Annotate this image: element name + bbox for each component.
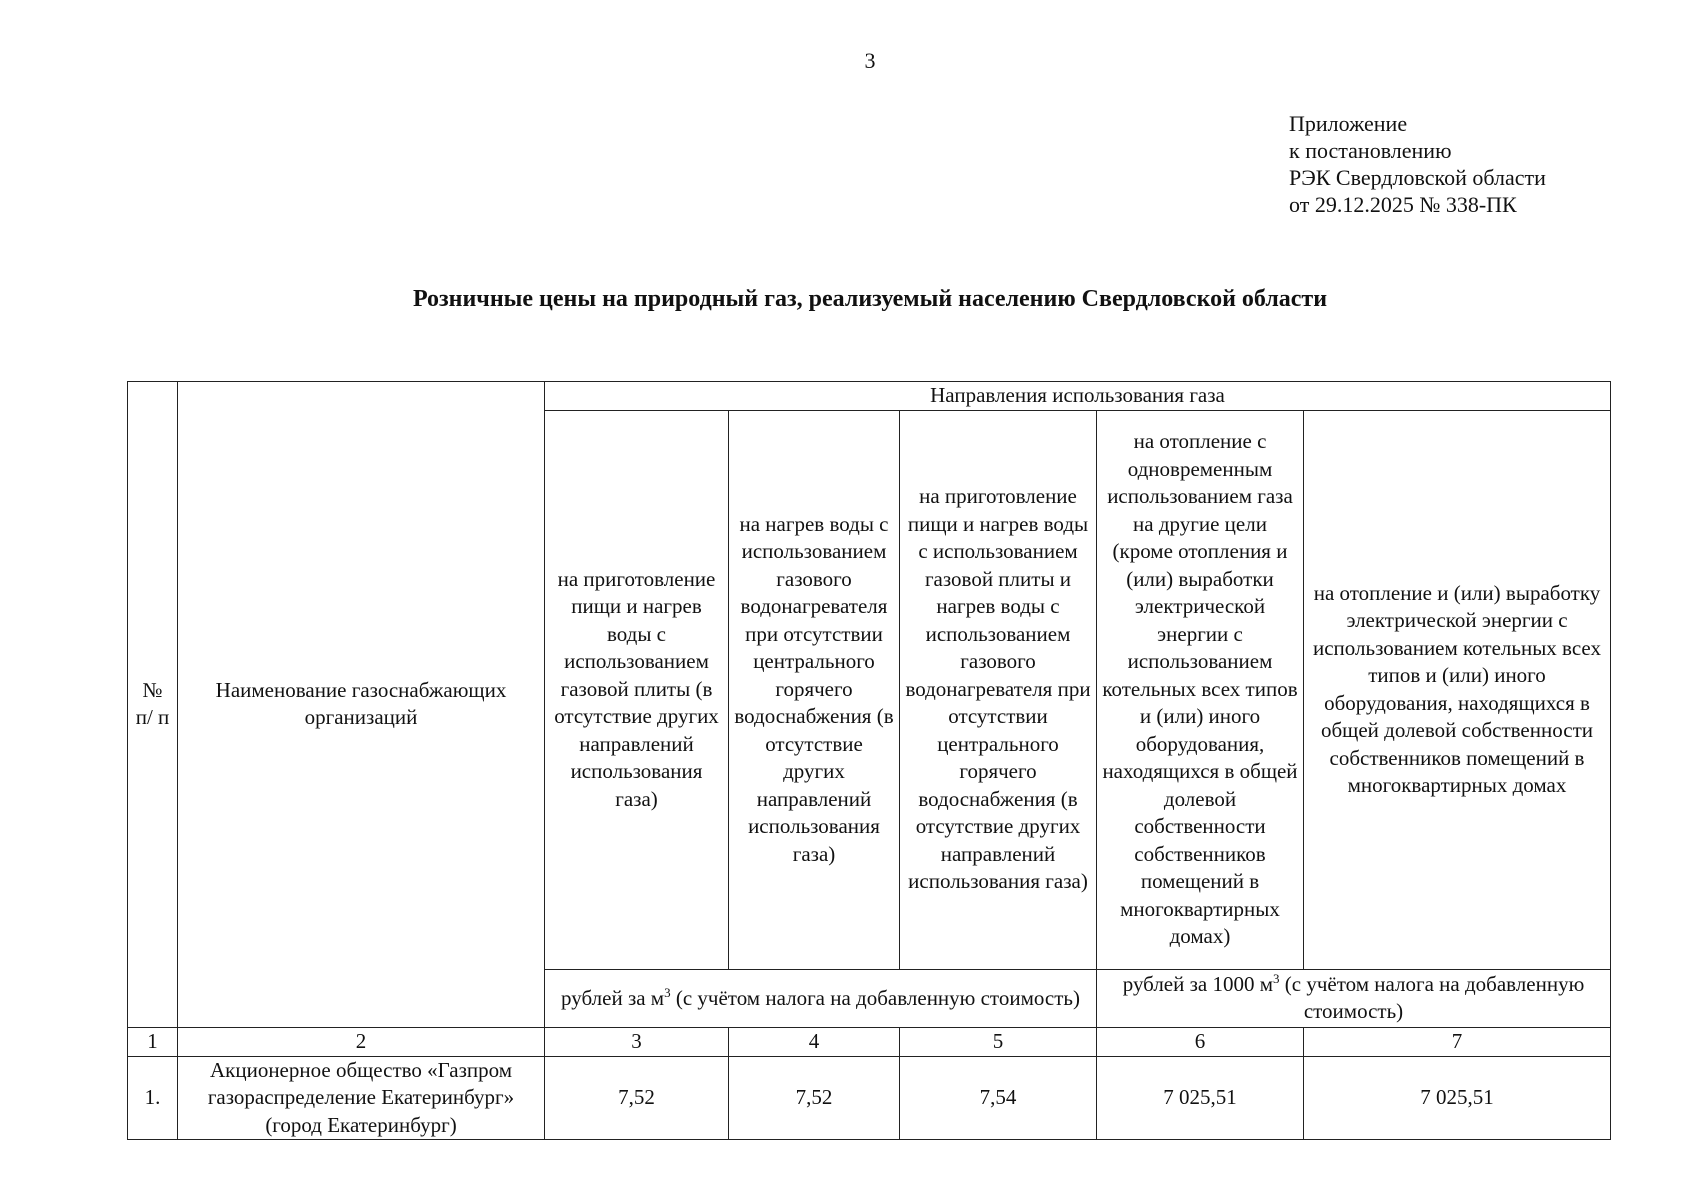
column-header-direction-water-heater: на нагрев воды с использованием газового водонагревателя при отсутствии центрального горячего водоснабжения (в отсутствие других направлений использования газа) (729, 410, 900, 969)
column-number: 6 (1097, 1027, 1304, 1056)
column-header-direction-cooking: на приготовление пищи и нагрев воды с использованием газовой плиты (в отсутствие других направлений использования газа) (545, 410, 729, 969)
appendix-line: к постановлению (1289, 138, 1452, 163)
column-header-direction-cooking-and-water-heater: на приготовление пищи и нагрев воды с использованием газовой плиты и нагрев воды с использованием газового водонагревателя при отсутствии центрального горячего водоснабжения (в отсутствие других направлений использования газа) (900, 410, 1097, 969)
column-number: 1 (128, 1027, 178, 1056)
column-number: 3 (545, 1027, 729, 1056)
price-value: 7 025,51 (1304, 1056, 1611, 1140)
unit-header-per-m3 (545, 969, 1097, 1027)
unit-text: рублей за м (561, 985, 665, 1010)
column-number: 7 (1304, 1027, 1611, 1056)
column-header-number: № п/ п (128, 382, 178, 1028)
price-value: 7 025,51 (1097, 1056, 1304, 1140)
price-value: 7,52 (729, 1056, 900, 1140)
column-header-organization: Наименование газоснабжающих организаций (178, 382, 545, 1028)
row-number: 1. (128, 1056, 178, 1140)
unit-text: рублей за 1000 м (1122, 972, 1274, 996)
retail-gas-prices-table (127, 381, 1611, 1140)
unit-header-per-1000-m3 (1097, 969, 1611, 1027)
column-header-direction-heating-boilers: на отопление и (или) выработку электрической энергии с использованием котельных всех типов и (или) иного оборудования, находящихся в общей долевой собственности собственников помещений в многоквартирных домах (1304, 410, 1611, 969)
appendix-line: РЭК Свердловской области (1289, 165, 1546, 190)
price-value: 7,54 (900, 1056, 1097, 1140)
unit-superscript: 3 (1273, 971, 1280, 986)
unit-superscript: 3 (664, 984, 671, 1000)
table-row (128, 1056, 1611, 1140)
organization-name: Акционерное общество «Газпром газораспределение Екатеринбург» (город Екатеринбург) (178, 1056, 545, 1140)
price-value: 7,52 (545, 1056, 729, 1140)
document-title: Розничные цены на природный газ, реализуемый населению Свердловской области (412, 286, 1328, 312)
appendix-reference (1289, 110, 1546, 218)
appendix-line: от 29.12.2025 № 338-ПК (1289, 192, 1517, 217)
column-number: 2 (178, 1027, 545, 1056)
unit-text: (с учётом налога на добавленную стоимость) (670, 985, 1080, 1010)
page-number: 3 (864, 48, 876, 73)
column-number: 5 (900, 1027, 1097, 1056)
column-header-direction-heating-with-other-uses: на отопление с одновременным использованием газа на другие цели (кроме отопления и (или) выработки электрической энергии с использованием котельных всех типов и (или) иного оборудования, находящихся в общей долевой собственности собственников помещений в многоквартирных домах) (1097, 410, 1304, 969)
appendix-line: Приложение (1289, 111, 1408, 136)
unit-text: (с учётом налога на добавленную стоимость) (1279, 972, 1585, 1023)
column-group-header-directions: Направления использования газа (545, 382, 1611, 411)
column-number: 4 (729, 1027, 900, 1056)
